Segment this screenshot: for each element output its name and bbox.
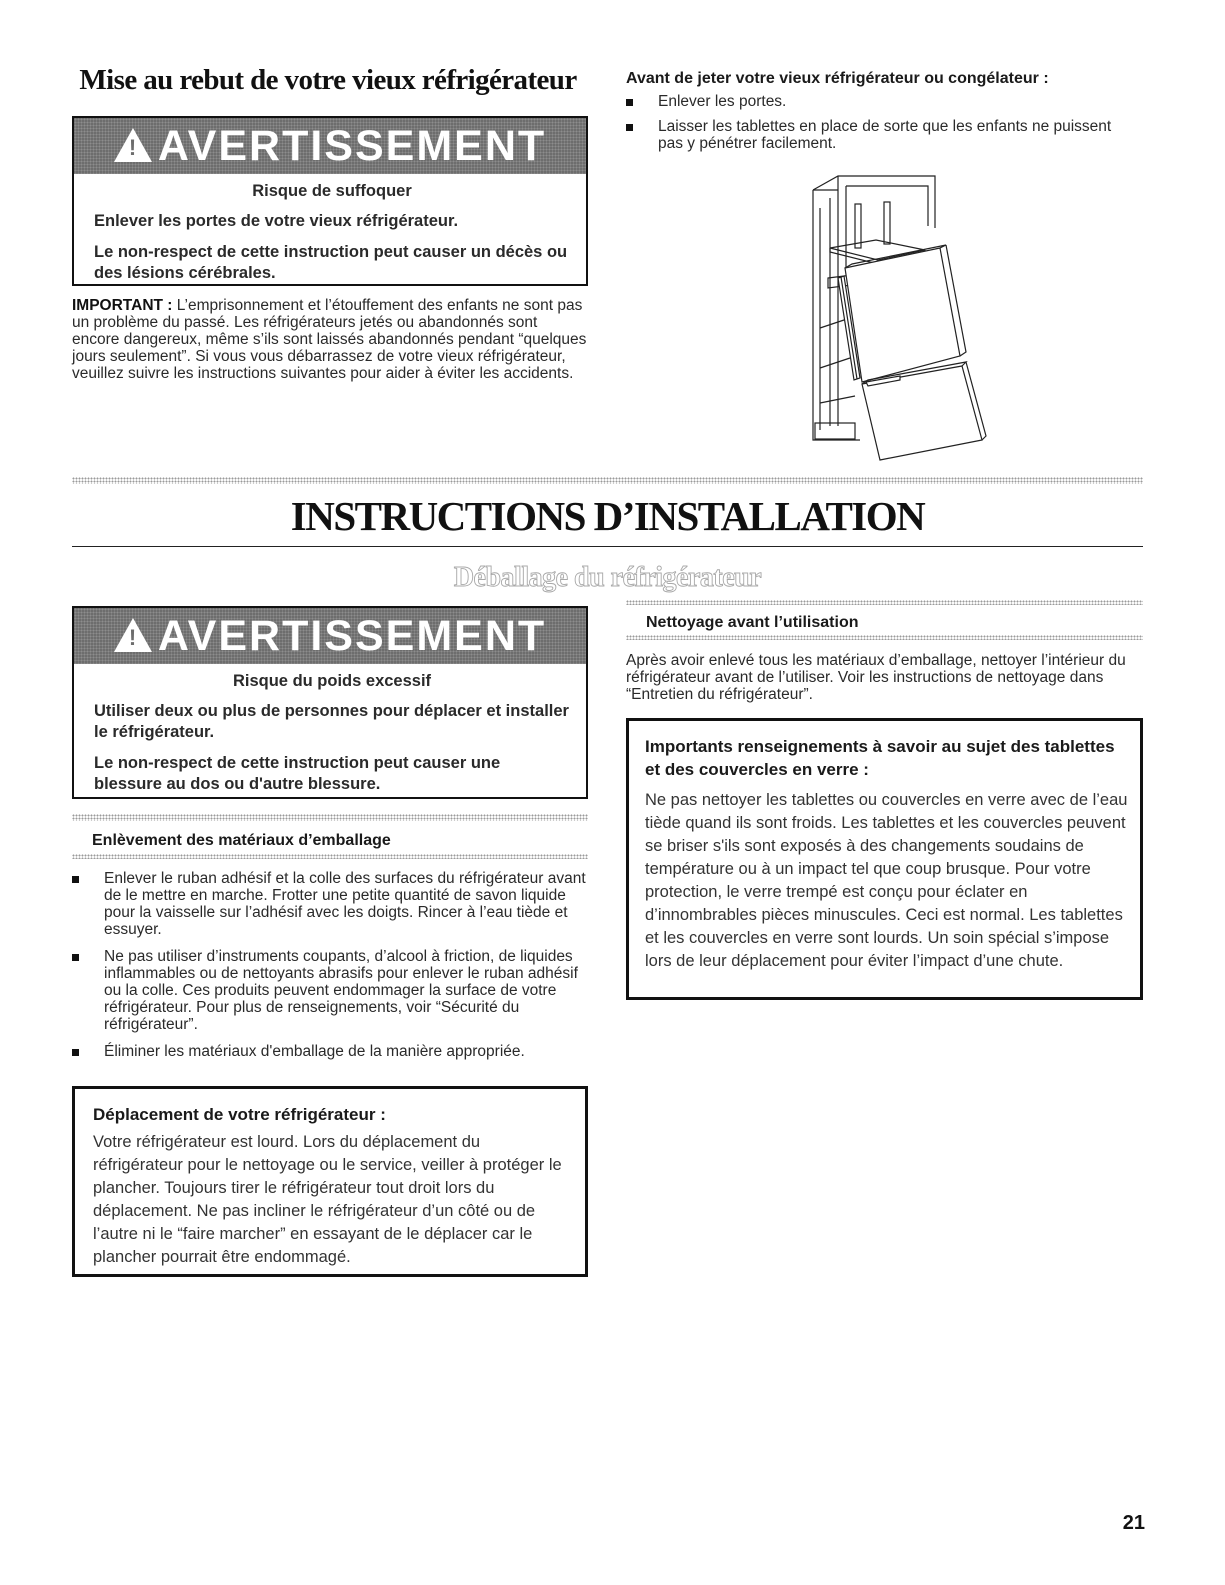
- list-item: Ne pas utiliser d’instruments coupants, d’alcool à friction, de liquides inflammables ou de nettoyants abrasifs pour enlever le ruban adhésif ou la colle. Ces produits peuvent endommager la surface de votre réfrigérateur. Pour plus de renseignements, voir “Sécurité du réfrigérateur”.: [72, 948, 586, 1033]
- important-text: L’emprisonnement et l’étouffement des enfants ne sont pas un problème du passé. Les réfrigérateurs jetés ou abandonnés sont encore dangereux, même s’ils sont laissés abandonnés pendant “quelques jours seulement”. Si vous vous débarrassez de votre vieux réfrigérateur, veuillez suivre les instructions suivantes pour aider à éviter les accidents.: [72, 297, 587, 382]
- section-divider: [72, 477, 1143, 484]
- refrigerator-doors-removed-icon: [800, 168, 1000, 468]
- warning-banner-label: AVERTISSEMENT: [157, 611, 547, 660]
- disposal-title: Mise au rebut de votre vieux réfrigérateur: [79, 64, 577, 96]
- warning-triangle-icon: [114, 128, 152, 162]
- title-rule: [72, 546, 1143, 547]
- cleaning-text: Après avoir enlevé tous les matériaux d’emballage, nettoyer l’intérieur du réfrigérateur avant de l’utiliser. Voir les instructions de nettoyage dans “Entretien du réfrigérateur”.: [626, 652, 1126, 703]
- list-item: Éliminer les matériaux d'emballage de la manière appropriée.: [72, 1043, 586, 1060]
- warning-banner: [74, 118, 586, 174]
- before-disposal-heading: Avant de jeter votre vieux réfrigérateur ou congélateur :: [626, 70, 1049, 87]
- cleaning-bottom-bar: [626, 635, 1143, 640]
- cleaning-top-bar: [626, 600, 1143, 605]
- list-item: Enlever les portes.: [626, 93, 1126, 110]
- packaging-heading: Enlèvement des matériaux d’emballage: [92, 832, 391, 849]
- moving-note-box: [72, 1086, 588, 1277]
- warning-subtitle: Risque de suffoquer: [252, 182, 412, 200]
- packaging-bottom-bar: [72, 854, 588, 859]
- list-item: Enlever le ruban adhésif et la colle des surfaces du réfrigérateur avant de le mettre en marche. Frotter une petite quantité de savon liquide pour la vaisselle sur l’adhésif avec les doigts. Rincer à l’eau tiède et essuyer.: [72, 870, 586, 938]
- warning-banner: [74, 608, 586, 664]
- glass-note-box: [626, 718, 1143, 1000]
- warning-subtitle: Risque du poids excessif: [232, 672, 432, 690]
- list-item: Laisser les tablettes en place de sorte que les enfants ne puissent pas y pénétrer facilement.: [626, 118, 1126, 152]
- installation-subtitle: Déballage du réfrigérateur: [453, 562, 762, 593]
- warning-instruction: Enlever les portes de votre vieux réfrigérateur.: [94, 212, 459, 230]
- weight-warning-box: [72, 606, 588, 799]
- glass-note-text: Ne pas nettoyer les tablettes ou couvercles en verre avec de l’eau tiède quand ils sont froids. Les tablettes et les couvercles peuvent se briser s'ils sont exposés à des changements soudains de température ou à un impact tel que coup brusque. Pour votre protection, le verre trempé est conçu pour éclater en d’innombrables pièces minuscules. Ceci est normal. Les tablettes et les couvercles en verre sont lourds. Un soin spécial s’impose lors de leur déplacement pour éviter l’impact d’une chute.: [645, 791, 1128, 970]
- page-number: 21: [1122, 1512, 1145, 1534]
- glass-note-title: Importants renseignements à savoir au sujet des tablettes et des couvercles en verre :: [645, 737, 1115, 779]
- warning-triangle-icon: [114, 618, 152, 652]
- suffocation-warning-box: [72, 116, 588, 286]
- before-disposal-list: [626, 93, 1126, 152]
- important-paragraph: [72, 297, 588, 382]
- packaging-top-bar: [72, 814, 588, 821]
- installation-title: INSTRUCTIONS D’INSTALLATION: [290, 493, 925, 539]
- warning-consequence: Le non-respect de cette instruction peut causer une blessure au dos ou d'autre blessure.: [94, 754, 501, 793]
- warning-banner-label: AVERTISSEMENT: [157, 121, 547, 170]
- moving-note-title: Déplacement de votre réfrigérateur :: [93, 1105, 386, 1124]
- warning-instruction: Utiliser deux ou plus de personnes pour déplacer et installer le réfrigérateur.: [94, 702, 569, 741]
- important-label: IMPORTANT :: [72, 297, 173, 314]
- warning-consequence: Le non-respect de cette instruction peut causer un décès ou des lésions cérébrales.: [94, 243, 568, 282]
- moving-note-text: Votre réfrigérateur est lourd. Lors du déplacement du réfrigérateur pour le nettoyage ou le service, veiller à protéger le plancher. Toujours tirer le réfrigérateur tout droit lors du déplacement. Ne pas incliner le réfrigérateur d’un côté ou de l’autre ni le “faire marcher” en essayant de le déplacer car le plancher pourrait être endommagé.: [93, 1133, 562, 1266]
- cleaning-heading: Nettoyage avant l’utilisation: [646, 614, 859, 631]
- packaging-list: [72, 870, 586, 1060]
